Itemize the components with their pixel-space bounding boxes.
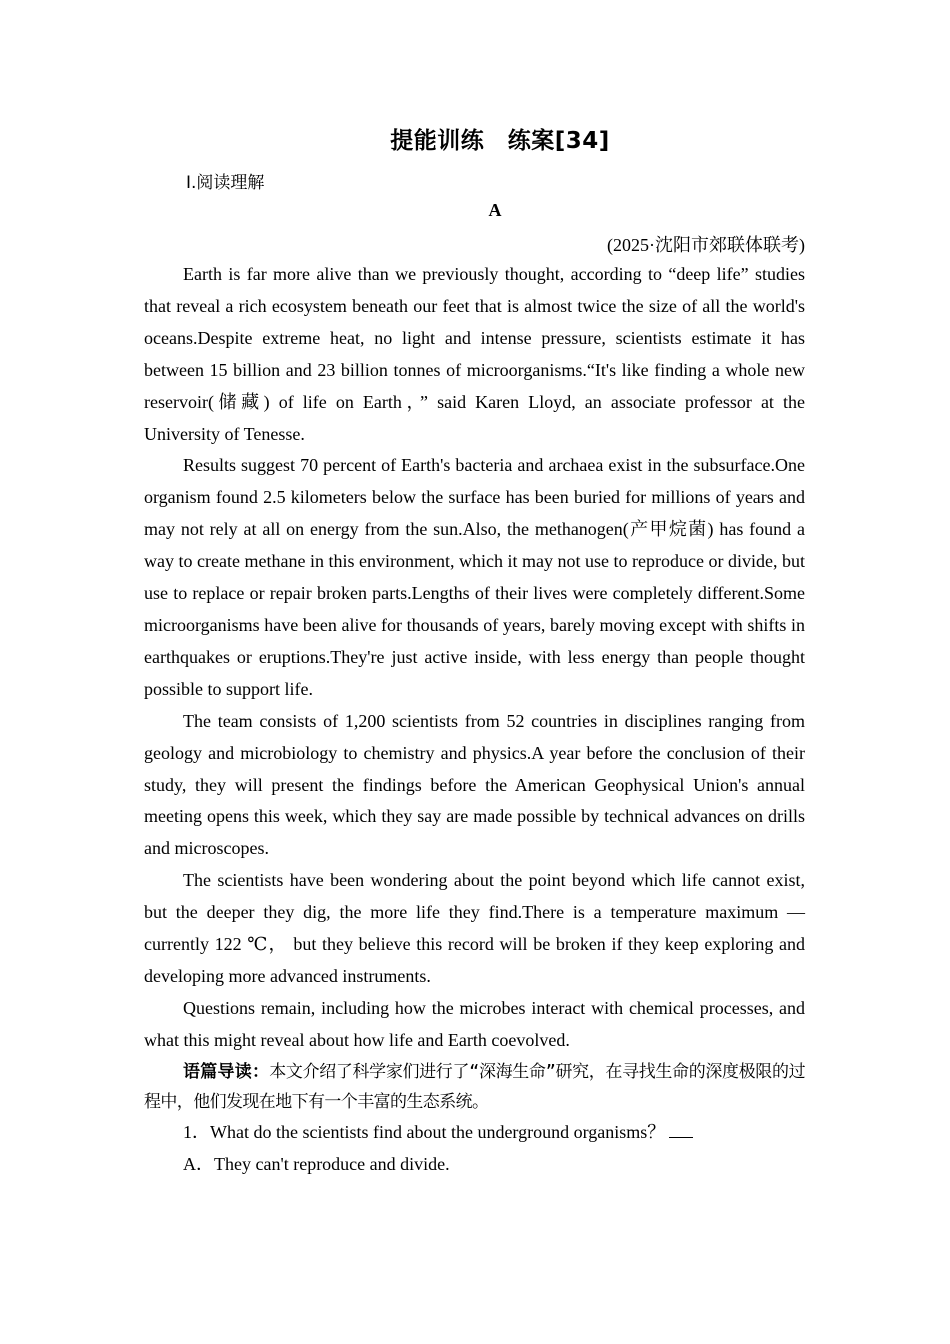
option-letter: A． xyxy=(183,1153,214,1174)
paragraph-2: Results suggest 70 percent of Earth's bacteria and archaea exist in the subsurface.One organism found 2.5 kilometers below the surface has been buried for millions of years and may not rely at all on energy from the sun.Also, the methanogen(产甲烷菌) has found a way to create methane in this environment, which it may not use to reproduce or divide, but use to replace or repair broken parts.Lengths of their lives were completely different.Some microorganisms have been alive for thousands of years, barely moving except with shifts in earthquakes or eruptions.They're just active inside, with less energy than people thought possible to support life. xyxy=(144,455,805,699)
question-number: 1． xyxy=(183,1121,210,1142)
answer-blank[interactable] xyxy=(669,1136,693,1138)
paragraph-3: The team consists of 1,200 scientists from 52 countries in disciplines ranging from geology and microbiology to chemistry and physics.A year before the conclusion of their study, they will present the findings before the American Geophysical Union's annual meeting opens this week, which they say are made possible by technical advances on drills and microscopes. xyxy=(144,710,805,859)
question-1 xyxy=(144,1117,805,1149)
option-a xyxy=(144,1149,805,1181)
section-heading: Ⅰ.阅读理解 xyxy=(186,173,265,193)
paragraph-1: Earth is far more alive than we previously thought, according to “deep life” studies that reveal a rich ecosystem beneath our feet that is almost twice the size of all the world's oceans.Despite extreme heat, no light and intense pressure, scientists estimate it has between 15 billion and 23 billion tonnes of microorganisms.“It's like finding a whole new reservoir(储藏) of life on Earth，” said Karen Lloyd, an associate professor at the University of Tenesse. xyxy=(144,264,805,444)
option-text: They can't reproduce and divide. xyxy=(214,1153,450,1174)
paragraph-4: The scientists have been wondering about the point beyond which life cannot exist, but the deeper they dig, the more life they find.There is a temperature maximum —currently 122 ℃， but they believe this record will be broken if they keep exploring and developing more advanced instruments. xyxy=(144,870,805,986)
paragraph-5: Questions remain, including how the microbes interact with chemical processes, and what this might reveal about how life and Earth coevolved. xyxy=(144,997,805,1050)
passage-body xyxy=(144,259,805,1180)
page-title: 提能训练 练案[34] xyxy=(390,128,610,154)
reading-guide xyxy=(144,1057,805,1117)
question-text: What do the scientists find about the underground organisms？ xyxy=(210,1121,666,1142)
reading-guide-text: 本文介绍了科学家们进行了“深海生命”研究，在寻找生命的深度极限的过程中，他们发现在地下有一个丰富的生态系统。 xyxy=(144,1061,806,1112)
passage-label: A xyxy=(488,200,502,220)
source-citation: (2025·沈阳市郊联体联考) xyxy=(607,235,805,255)
reading-guide-label: 语篇导读： xyxy=(183,1061,270,1082)
